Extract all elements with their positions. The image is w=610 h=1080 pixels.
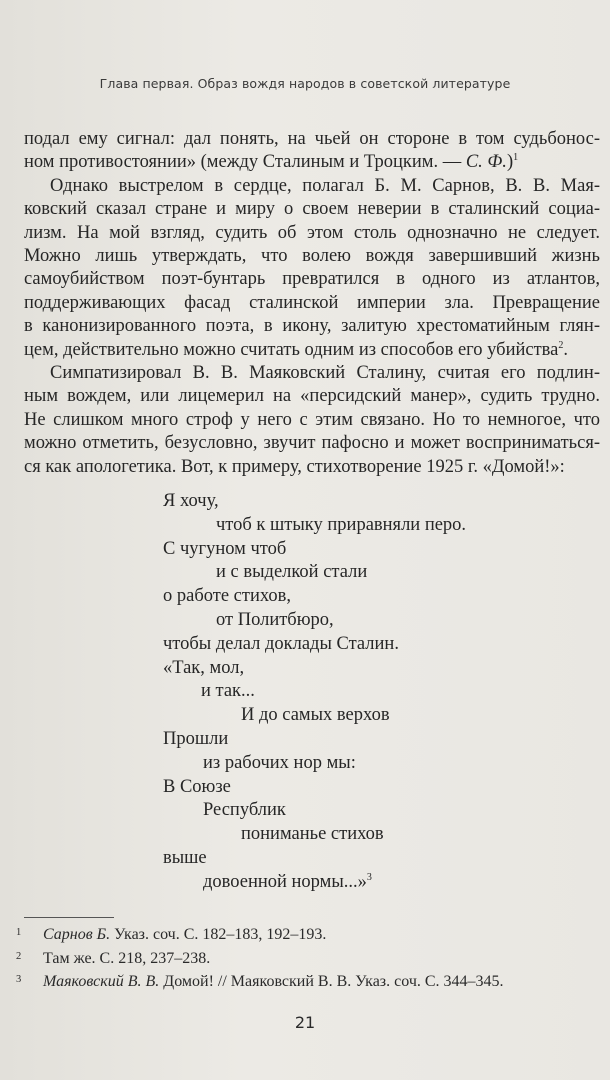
- paragraph-3-line: Симпатизировал В. В. Маяковский Сталину, считая его подлин-: [50, 363, 600, 384]
- footnote-number: 3: [16, 974, 22, 985]
- poem-line: Я хочу,: [163, 491, 219, 511]
- footnote-number: 1: [16, 927, 22, 938]
- poem-line: и с выделкой стали: [216, 562, 368, 583]
- footnote-ref-2: 2: [558, 339, 564, 351]
- running-head: Глава первая. Образ вождя народов в советской литературе: [99, 76, 511, 91]
- poem-last-line-text: довоенной нормы...»: [203, 871, 367, 892]
- poem-line: из рабочих нор мы:: [203, 752, 356, 773]
- paragraph-2-line: поддерживающих фасад сталинской империи зла. Превращение: [24, 292, 600, 313]
- footnote-3: [16, 970, 596, 994]
- page-number: 21: [294, 1013, 316, 1032]
- poem-line: пониманье стихов: [241, 824, 384, 845]
- footnote-number: 2: [16, 950, 22, 962]
- paragraph-1-line-1: подал ему сигнал: дал понять, на чьей он стороне в том судьбонос-: [24, 129, 600, 149]
- poem-line: о работе стихов,: [163, 586, 292, 607]
- paragraph-2-line: Однако выстрелом в сердце, полагал Б. М. Сарнов, В. В. Мая-: [50, 175, 600, 196]
- poem-line: И до самых верхов: [241, 705, 390, 726]
- poem-line: чтоб к штыку приравняли перо.: [216, 514, 467, 535]
- poem-line: чтобы делал доклады Сталин.: [163, 633, 399, 654]
- poem-line-last: [163, 871, 466, 895]
- footnote-2: [16, 947, 596, 971]
- paragraph-1-line-2-text: ном противостоянии» (между Сталиным и Троцким. —: [24, 152, 466, 173]
- footnotes: [16, 923, 596, 994]
- paragraph-3-last-line: ся как апологетика. Вот, к примеру, стихотворение 1925 г. «Домой!»:: [24, 456, 565, 477]
- paragraph-1: [24, 128, 600, 175]
- poem-line: Прошли: [163, 728, 229, 749]
- paragraph-3-line: Не слишком много строф у него с этим связано. Но то немногое, что: [24, 409, 600, 430]
- poem-line: «Так, мол,: [163, 657, 245, 678]
- paragraph-1-line-2-end: ): [506, 152, 514, 173]
- footnote-1: [16, 923, 596, 947]
- paragraph-2-last-line-text: цем, действительно можно считать одним из способов его убийства: [24, 339, 559, 360]
- paragraph-1-line-2: [24, 151, 600, 174]
- footnote-author: Сарнов Б.: [43, 926, 111, 943]
- paragraph-2-line: в канонизированного поэта, в икону, залитую хрестоматийным глян-: [24, 316, 600, 337]
- footnote-author: Маяковский В. В.: [43, 973, 160, 990]
- editor-initials: С. Ф.: [465, 152, 507, 173]
- footnote-text: Домой! // Маяковский В. В. Указ. соч. С. 344–345.: [159, 973, 504, 990]
- paragraph-2-last-line: цем, действительно можно считать одним из способов его убийства$^2$.: [24, 339, 569, 360]
- paragraph-2-line: ковский сказал стране и миру о своем неверии в сталинский социа-: [24, 199, 600, 220]
- poem-line: от Политбюро,: [216, 609, 334, 630]
- paragraph-3-line: можно отметить, безусловно, звучит пафосно и может восприниматься-: [24, 433, 600, 454]
- footnote-text: Указ. соч. С. 182–183, 192–193.: [110, 926, 327, 943]
- paragraph-3-line: ным вождем, или лицемерил на «персидский манер», судить трудно.: [24, 386, 600, 407]
- footnote-text: Там же. С. 218, 237–238.: [43, 949, 211, 967]
- paragraph-3: [24, 362, 600, 479]
- paragraph-2: [24, 175, 600, 362]
- body-text: [24, 128, 600, 479]
- footnote-ref-3: 3: [366, 871, 372, 883]
- poem-line: В Союзе: [163, 776, 231, 797]
- paragraph-2-line: лизм. На мой взгляд, судить об этом столь однозначно не следует.: [24, 222, 600, 243]
- paragraph-2-line: Можно лишь утверждать, что волею вождя завершивший жизнь: [24, 246, 600, 267]
- poem: [163, 490, 466, 895]
- poem-line: и так...: [201, 681, 255, 702]
- footnote-separator: [24, 917, 114, 918]
- poem-line: выше: [163, 847, 207, 868]
- paragraph-2-line: самоубийством поэт-бунтарь превратился в одного из атлантов,: [24, 269, 600, 290]
- poem-line: Республик: [203, 800, 286, 821]
- poem-line: С чугуном чтоб: [163, 538, 287, 559]
- footnote-ref-1: 1: [513, 152, 519, 164]
